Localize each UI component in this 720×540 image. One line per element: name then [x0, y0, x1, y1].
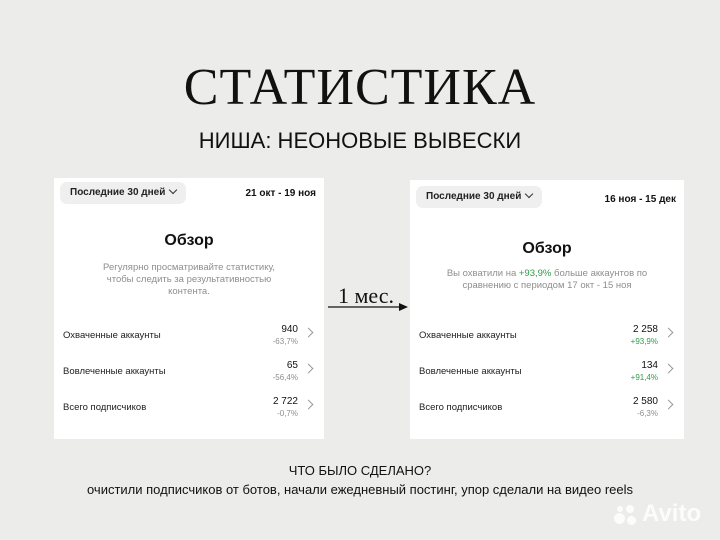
metric-row-reached-accounts[interactable]: [54, 326, 324, 362]
overview-desc-suffix: больше аккаунтов по сравнению с периодом 17 окт - 15 ноя: [462, 268, 648, 291]
what-was-done-text: очистили подписчиков от ботов, начали ежедневный постинг, упор сделали на видео reels: [86, 482, 633, 497]
metric-label: Охваченные аккаунты: [419, 330, 517, 341]
chevron-right-icon: [664, 364, 674, 374]
metric-delta: -6,3%: [637, 409, 658, 418]
metric-label: Вовлеченные аккаунты: [63, 366, 166, 377]
metric-row-total-followers[interactable]: [54, 398, 324, 434]
what-was-done-heading: ЧТО БЫЛО СДЕЛАНО?: [288, 463, 432, 478]
metric-row-engaged-accounts[interactable]: [410, 362, 684, 398]
card-header: [410, 180, 684, 214]
metric-value: 2 258: [632, 324, 658, 335]
period-dropdown-button[interactable]: [60, 182, 186, 204]
page-subtitle: НИША: НЕОНОВЫЕ ВЫВЕСКИ: [198, 128, 522, 153]
metric-label: Всего подписчиков: [419, 402, 503, 413]
metrics-list: [54, 326, 324, 434]
period-dropdown-label: Последние 30 дней: [70, 187, 166, 198]
avito-watermark: [612, 500, 701, 528]
chevron-right-icon: [304, 364, 314, 374]
metric-label: Вовлеченные аккаунты: [419, 366, 522, 377]
metrics-list: [410, 326, 684, 434]
metric-delta: -63,7%: [272, 337, 298, 346]
period-dropdown-label: Последние 30 дней: [426, 191, 522, 202]
metric-value: 940: [281, 324, 298, 335]
stats-card-after: [410, 180, 684, 439]
metric-delta: -0,7%: [277, 409, 298, 418]
metric-value: 2 722: [272, 396, 298, 407]
metric-value: 134: [641, 360, 658, 371]
metric-label: Всего подписчиков: [63, 402, 147, 413]
period-dropdown-button[interactable]: [416, 186, 542, 208]
overview-desc-highlight: +93,9%: [518, 268, 552, 279]
chevron-right-icon: [664, 400, 674, 410]
date-range: 16 ноя - 15 дек: [604, 194, 676, 205]
page-title: СТАТИСТИКА: [183, 59, 537, 116]
chevron-down-icon: [169, 186, 177, 194]
metric-delta: +93,9%: [630, 337, 658, 346]
arrow-label: 1 мес.: [338, 283, 394, 308]
metric-row-total-followers[interactable]: [410, 398, 684, 434]
metric-delta: -56,4%: [272, 373, 298, 382]
metric-value: 65: [286, 360, 298, 371]
metric-label: Охваченные аккаунты: [63, 330, 161, 341]
right-arrow-icon: [328, 300, 408, 314]
chevron-right-icon: [304, 400, 314, 410]
chevron-down-icon: [525, 190, 533, 198]
overview-title: Обзор: [164, 232, 214, 249]
stats-card-before: [54, 178, 324, 439]
metric-value: 2 580: [632, 396, 658, 407]
chevron-right-icon: [304, 328, 314, 338]
chevron-right-icon: [664, 328, 674, 338]
watermark-text: Avito: [642, 500, 702, 527]
avito-logo-icon: [612, 501, 638, 527]
metric-delta: +91,4%: [630, 373, 658, 382]
metric-row-reached-accounts[interactable]: [410, 326, 684, 362]
date-range: 21 окт - 19 ноя: [245, 188, 316, 199]
card-header: [54, 178, 324, 212]
overview-description: [435, 268, 660, 292]
overview-title: Обзор: [522, 240, 572, 257]
metric-row-engaged-accounts[interactable]: [54, 362, 324, 398]
overview-description: Регулярно просматривайте статистику, чтобы следить за результативностью контента.: [103, 262, 275, 297]
overview-desc-prefix: Вы охватили на: [446, 268, 519, 279]
